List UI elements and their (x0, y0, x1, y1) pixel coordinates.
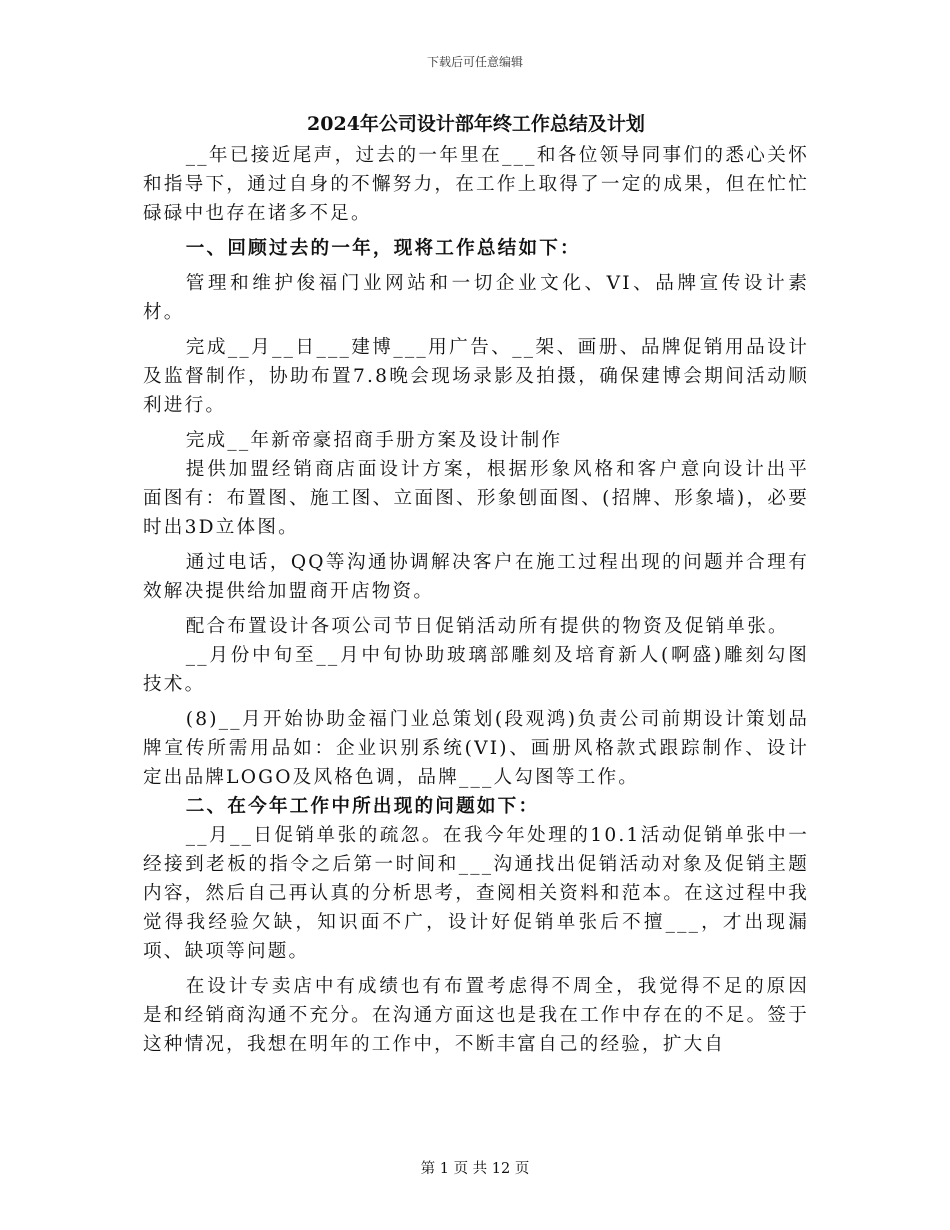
paragraph-problem-flyer: __月__日促销单张的疏忽。在我今年处理的10.1活动促销单张中一经接到老板的指令之后第一时间和___沟通找出促销活动对象及促销主题内容，然后自己再认真的分析思考，查阅相关资料和范本。在这过程中我觉得我经验欠缺，知识面不广，设计好促销单张后不擅___，才出现漏项、缺项等问题。 (143, 825, 809, 962)
document-title: 2024年公司设计部年终工作总结及计划 (307, 113, 645, 135)
paragraph-item-store-design: 提供加盟经销商店面设计方案，根据形象风格和客户意向设计出平面图有：布置图、施工图、立面图、形象刨面图、(招牌、形象墙)，必要时出3D立体图。 (143, 459, 809, 538)
paragraph-intro: __年已接近尾声，过去的一年里在___和各位领导同事们的悉心关怀和指导下，通过自身的不懈努力，在工作上取得了一定的成果，但在忙忙碌碌中也存在诸多不足。 (143, 145, 809, 224)
paragraph-problem-store: 在设计专卖店中有成绩也有布置考虑得不周全，我觉得不足的原因是和经销商沟通不充分。在沟通方面这也是我在工作中存在的不足。签于这种情况，我想在明年的工作中，不断丰富自己的经验，扩大自 (143, 976, 809, 1055)
paragraph-item-branding: (8)__月开始协助金福门业总策划(段观鸿)负责公司前期设计策划品牌宣传所需用品如：企业识别系统(VI)、画册风格款式跟踪制作、设计定出品牌LOGO及风格色调，品牌___人勾图等工作。 (143, 709, 809, 788)
paragraph-item-communication: 通过电话，QQ等沟通协调解决客户在施工过程出现的问题并合理有效解决提供给加盟商开店物资。 (143, 552, 809, 602)
page-number: 第 1 页 共 12 页 (420, 1161, 530, 1177)
paragraph-item-engraving: __月份中旬至__月中旬协助玻璃部雕刻及培育新人(啊盛)雕刻勾图技术。 (143, 645, 809, 695)
paragraph-item-website: 管理和维护俊福门业网站和一切企业文化、VI、品牌宣传设计素材。 (143, 273, 809, 323)
section-heading-problems: 二、在今年工作中所出现的问题如下： (185, 796, 540, 817)
paragraph-item-manual: 完成__年新帝豪招商手册方案及设计制作 (185, 430, 563, 451)
page-header-note: 下载后可任意编辑 (426, 55, 523, 69)
document-body (143, 110, 809, 1059)
paragraph-item-promotion: 配合布置设计各项公司节日促销活动所有提供的物资及促销单张。 (185, 616, 789, 637)
section-heading-review: 一、回顾过去的一年，现将工作总结如下： (185, 238, 581, 259)
paragraph-item-expo: 完成__月__日___建博___用广告、__架、画册、品牌促销用品设计及监督制作，协助布置7.8晚会现场录影及拍摄，确保建博会期间活动顺利进行。 (143, 337, 809, 416)
